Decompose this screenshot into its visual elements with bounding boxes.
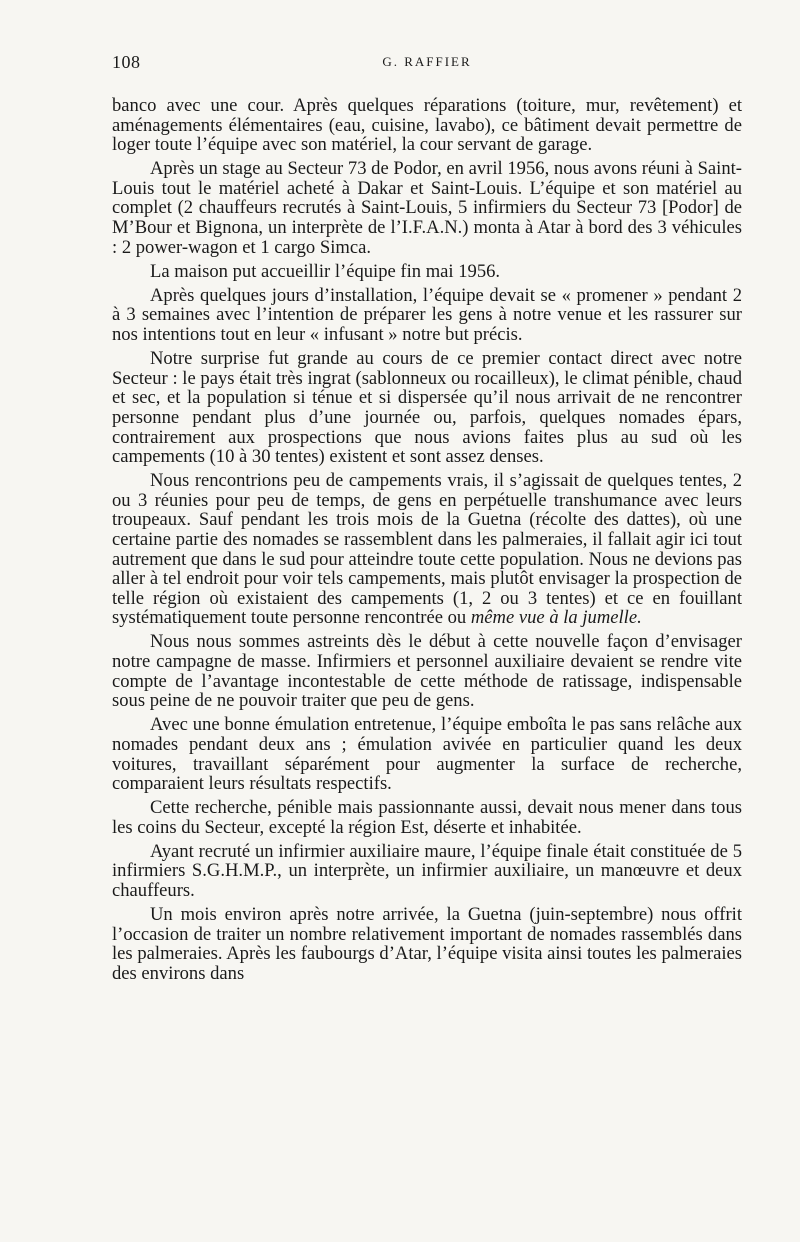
page-header xyxy=(112,52,742,80)
paragraph-1 xyxy=(112,96,742,155)
paragraph-4 xyxy=(112,286,742,345)
running-head: G. RAFFIER xyxy=(382,54,472,69)
page-number: 108 xyxy=(112,52,141,72)
paragraph-text: Nous nous sommes astreints dès le début à cette nouvelle façon d’envisager notre campagne de masse. Infirmiers et personnel auxiliaire devaient se rendre vite compte de l’avantage incontestable de cette méthode de ratissage, indispensable sous peine de ne pouvoir traiter que peu de gens. xyxy=(112,631,742,712)
paragraph-text: La maison put accueillir l’équipe fin mai 1956. xyxy=(150,260,501,282)
paragraph-5 xyxy=(112,349,742,467)
paragraph-3 xyxy=(112,262,742,282)
paragraph-2 xyxy=(112,159,742,257)
paragraph-6 xyxy=(112,471,742,628)
paragraph-text: Ayant recruté un infirmier auxiliaire maure, l’équipe finale était constituée de 5 infirmiers S.G.H.M.P., un interprète, un infirmier auxiliaire, un manœuvre et deux chauffeurs. xyxy=(112,840,742,902)
paragraph-text: Un mois environ après notre arrivée, la Guetna (juin-septembre) nous offrit l’occasion de traiter un nombre relativement important de nomades rassemblés dans les palmeraies. Après les faubourgs d’Atar, l’équipe visita ainsi toutes les palmeraies des environs dans xyxy=(112,904,742,984)
italic-phrase: même vue à la jumelle. xyxy=(470,607,642,629)
paragraph-8 xyxy=(112,715,742,793)
paragraph-11 xyxy=(112,905,742,983)
paragraph-text: Après quelques jours d’installation, l’équipe devait se « promener » pendant 2 à 3 semaines avec l’intention de préparer les gens à notre venue et les rassurer sur nos intentions tout en leur « infusant » notre but précis. xyxy=(112,284,742,346)
paragraph-text: Avec une bonne émulation entretenue, l’équipe emboîta le pas sans relâche aux nomades pendant deux ans ; émulation avivée en particulier quand les deux voitures, travaillant séparément pour augmenter la surface de recherche, comparaient leurs résultats respectifs. xyxy=(112,714,742,795)
paragraph-text: Cette recherche, pénible mais passionnante aussi, devait nous mener dans tous les coins du Secteur, excepté la région Est, déserte et inhabitée. xyxy=(112,797,742,838)
body-text xyxy=(112,96,742,988)
paragraph-10 xyxy=(112,842,742,901)
paragraph-7 xyxy=(112,632,742,710)
paragraph-text: banco avec une cour. Après quelques réparations (toiture, mur, revêtement) et aménagements élémentaires (eau, cuisine, lavabo), ce bâtiment devait permettre de loger toute l’équipe avec son matériel, la cour servant de garage. xyxy=(112,95,742,156)
paragraph-text: Nous rencontrions peu de campements vrais, il s’agissait de quelques tentes, 2 ou 3 réunies pour peu de temps, de gens en perpétuelle transhumance avec leurs troupeaux. Sauf pendant les trois mois de la Guetna (récolte des dattes), où une certaine partie des nomades se rassemblent dans les palmeraies, il fallait agir ici tout autrement que dans le sud pour atteindre toute cette population. Nous ne devions pas aller à tel endroit pour voir tels campements, mais plutôt envisager la prospection de telle région où existaient des campements (1, 2 ou 3 tentes) et ce en fouillant systématiquement toute personne rencontrée ou xyxy=(112,470,742,629)
paragraph-text: Notre surprise fut grande au cours de ce premier contact direct avec notre Secteur : le pays était très ingrat (sablonneux ou rocailleux), le climat pénible, chaud et sec, et la population si ténue et si dispersée qu’il nous arrivait de ne rencontrer personne pendant plus d’une journée ou, parfois, quelques nomades épars, contrairement aux prospections que nous avions faites plus au sud où les campements (10 à 30 tentes) existent et sont assez denses. xyxy=(112,348,742,468)
paragraph-9 xyxy=(112,798,742,837)
paragraph-text: Après un stage au Secteur 73 de Podor, en avril 1956, nous avons réuni à Saint-Louis tout le matériel acheté à Dakar et Saint-Louis. L’équipe et son matériel au complet (2 chauffeurs recrutés à Saint-Louis, 5 infirmiers du Secteur 73 [Podor] de M’Bour et Bignona, un interprète de l’I.F.A.N.) monta à Atar à bord des 3 véhicules : 2 power-wagon et 1 cargo Simca. xyxy=(112,158,742,258)
